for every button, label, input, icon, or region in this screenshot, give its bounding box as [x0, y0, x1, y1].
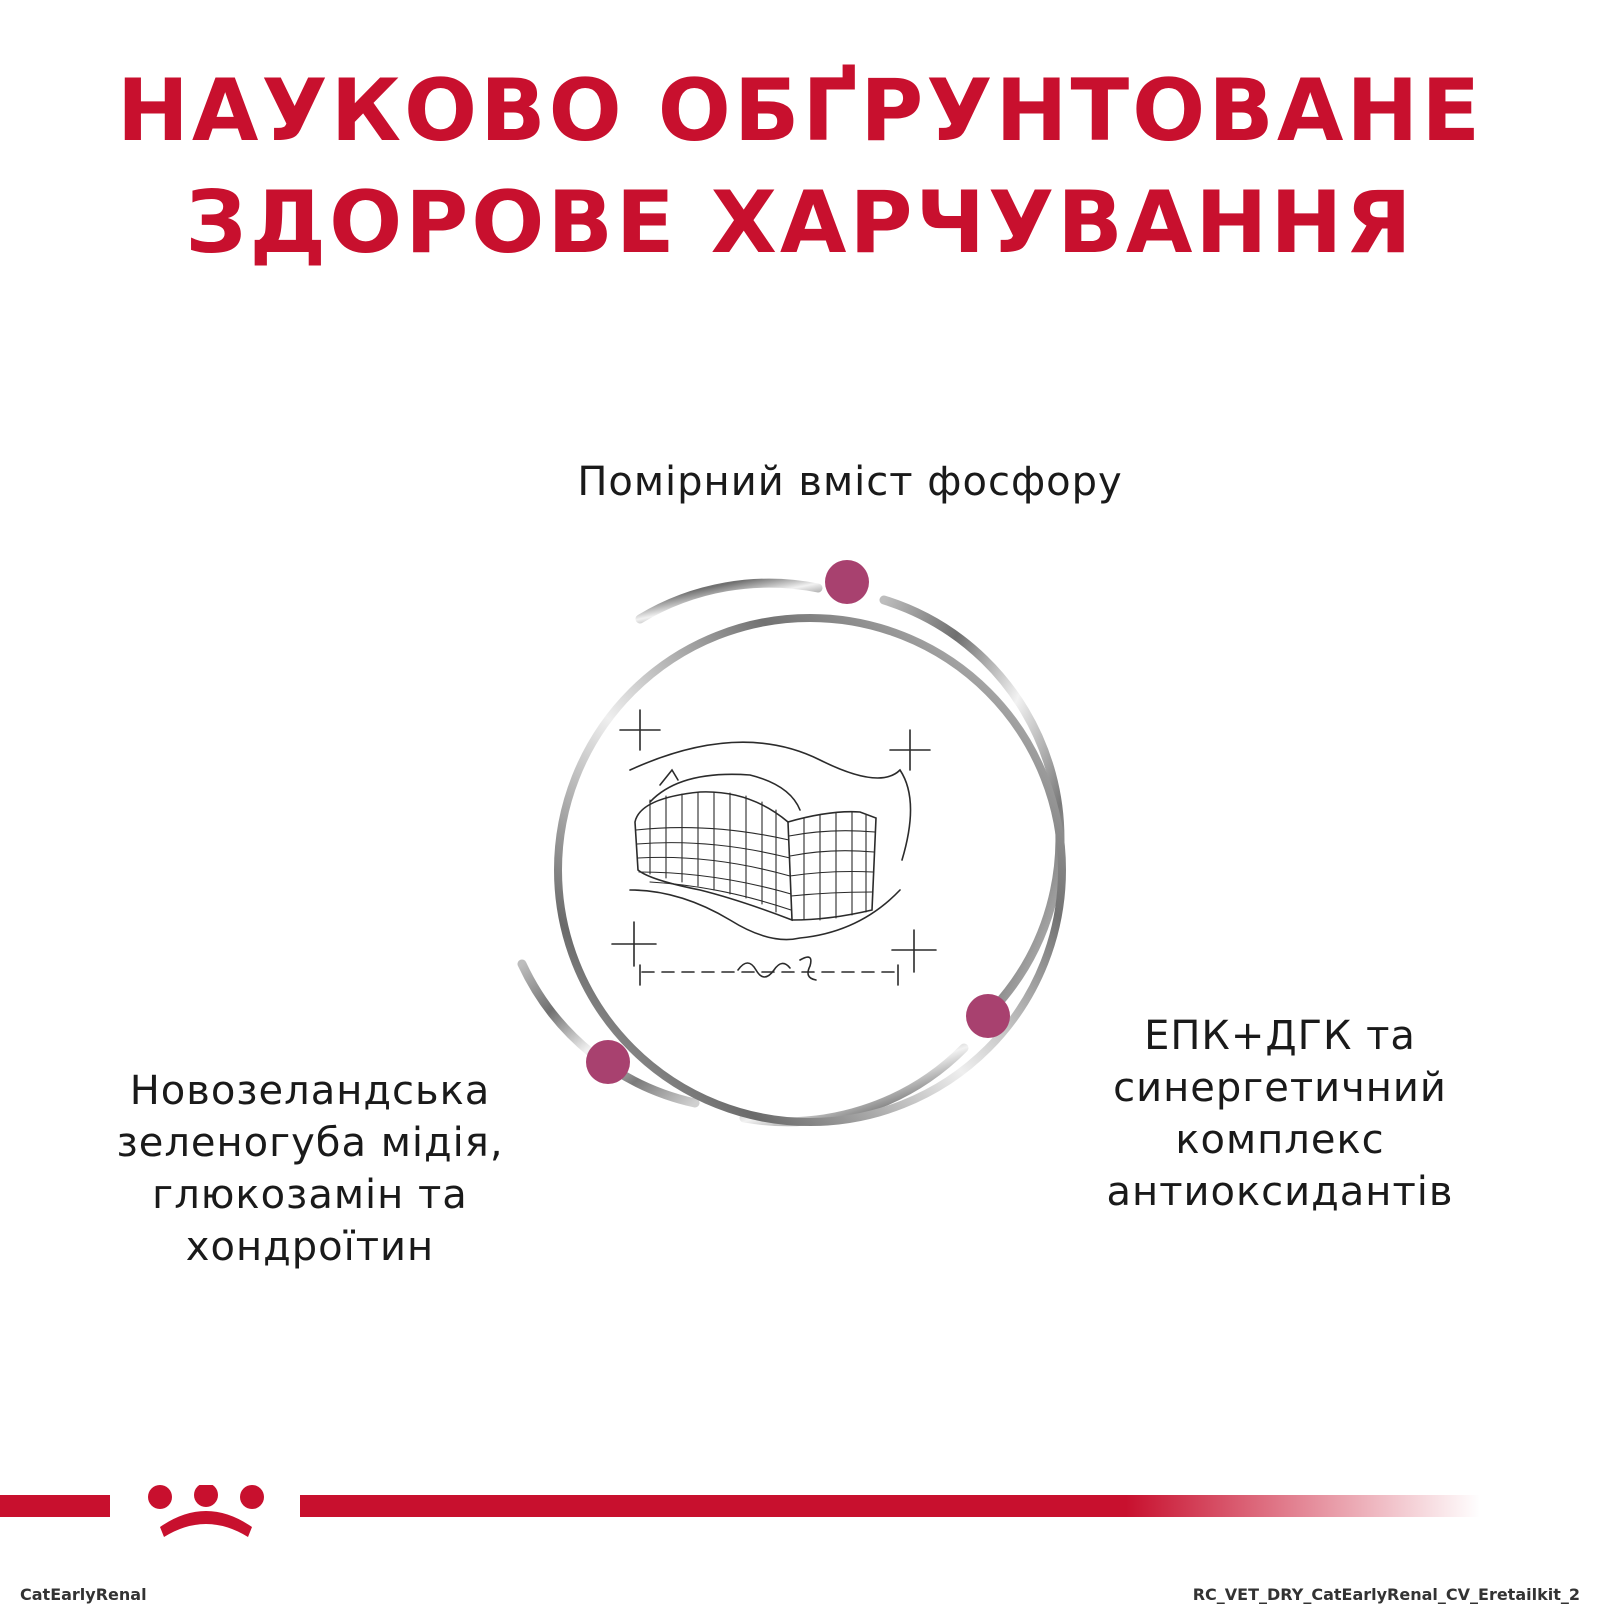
dot-top	[825, 560, 869, 604]
royal-canin-crown-logo	[140, 1485, 272, 1537]
footer-brand-band	[0, 1485, 1600, 1545]
benefit-line: глюкозамін та	[152, 1172, 468, 1218]
benefit-line: ЕПК+ДГК та	[1144, 1013, 1416, 1059]
benefit-line: Новозеландська	[129, 1068, 491, 1114]
headline	[0, 55, 1600, 279]
inner-ring	[558, 618, 1062, 1122]
footer-code-left: CatEarlyRenal	[20, 1585, 147, 1604]
kibble-sketch-icon	[612, 710, 936, 985]
benefit-phosphorus	[500, 456, 1200, 508]
benefit-line: синергетичний	[1113, 1065, 1447, 1111]
benefit-line: антиоксидантів	[1106, 1169, 1454, 1215]
footer-line-right	[300, 1495, 1480, 1517]
dot-right	[966, 994, 1010, 1038]
headline-line-1: НАУКОВО ОБҐРУНТОВАНЕ	[116, 61, 1484, 161]
dot-left	[586, 1040, 630, 1084]
benefit-line: хондроїтин	[185, 1224, 435, 1270]
benefit-line: зеленогуба мідія,	[116, 1120, 504, 1166]
headline-line-2: ЗДОРОВЕ ХАРЧУВАННЯ	[185, 173, 1415, 273]
footer-line-left	[0, 1495, 110, 1517]
benefit-mussel	[80, 1065, 540, 1273]
benefit-line: Помірний вміст фосфору	[577, 459, 1123, 505]
benefits-diagram	[500, 560, 1120, 1180]
benefit-epa-dha	[1080, 1010, 1480, 1218]
footer-code-right: RC_VET_DRY_CatEarlyRenal_CV_Eretailkit_2	[1192, 1585, 1580, 1604]
benefit-line: комплекс	[1175, 1117, 1385, 1163]
